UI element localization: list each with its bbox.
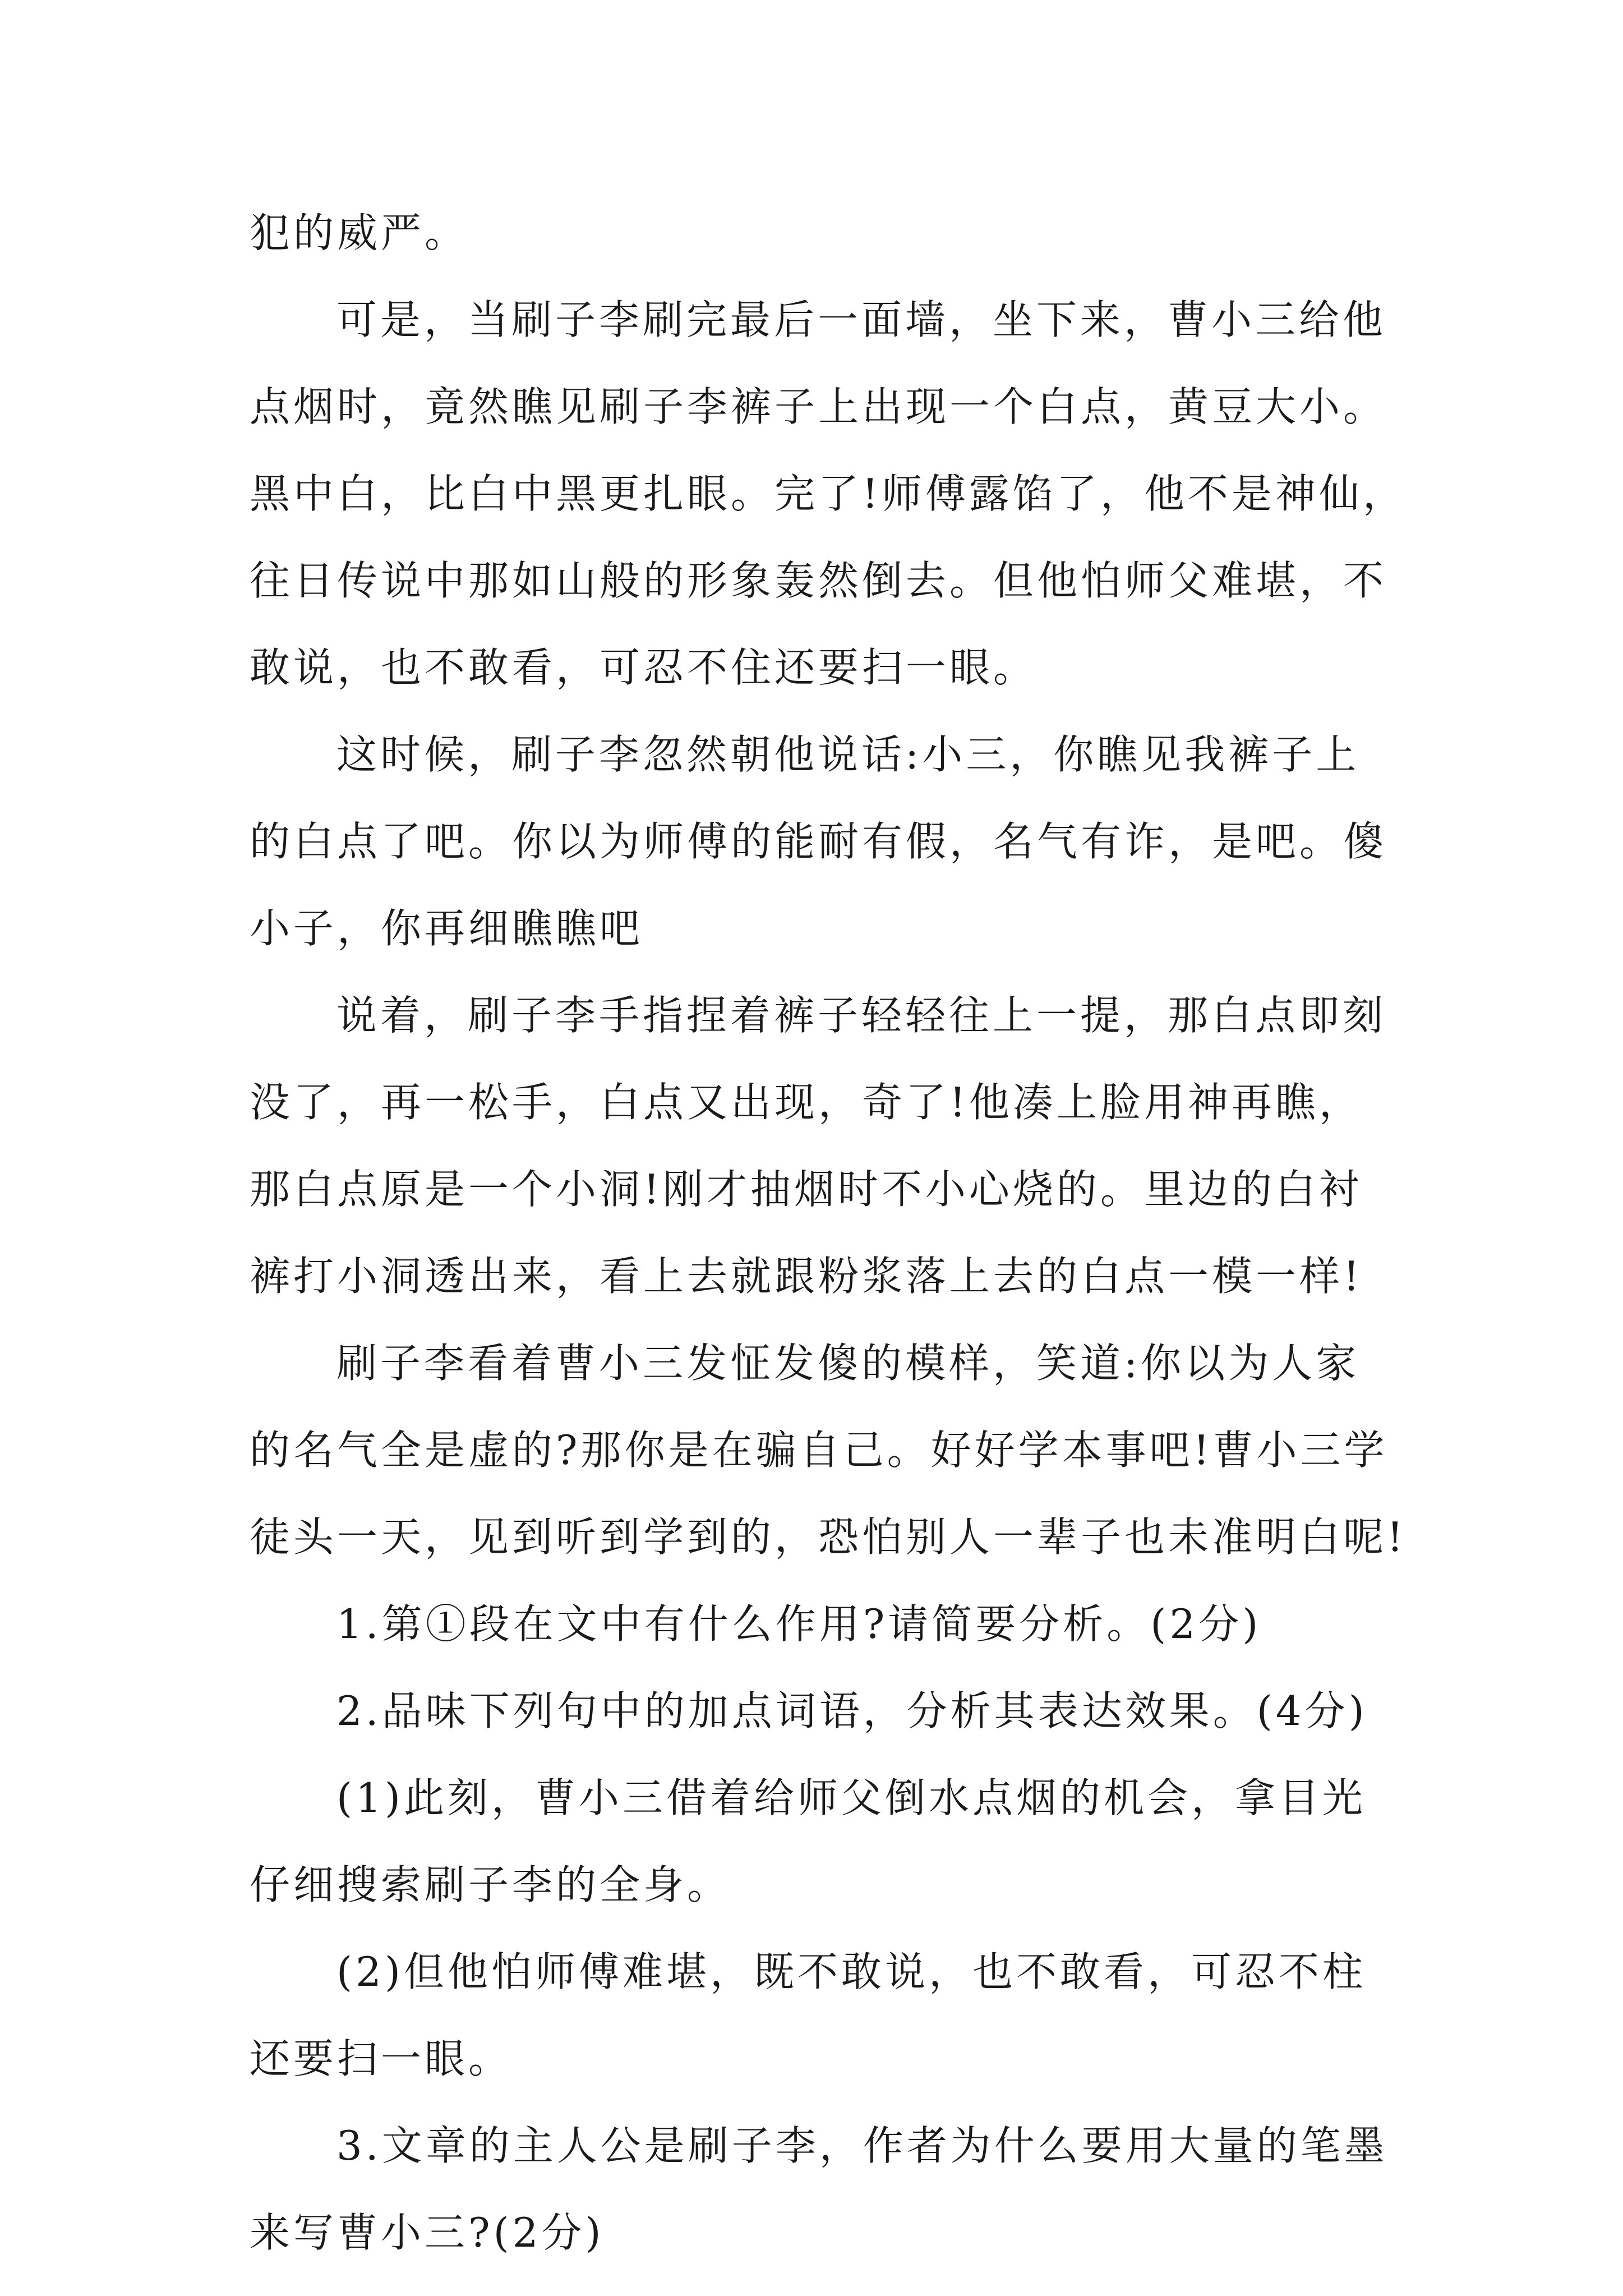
paragraph-line: 点烟时，竟然瞧见刷子李裤子上出现一个白点，黄豆大小。: [250, 383, 1387, 430]
paragraph-line: 没了，再一松手，白点又出现，奇了!他凑上脸用神再瞧，: [250, 1079, 1363, 1126]
paragraph-line: 犯的威严。: [250, 209, 469, 256]
question-2-item-1: (1)此刻，曹小三借着给师父倒水点烟的机会，拿目光: [336, 1774, 1366, 1821]
question-3: 3.文章的主人公是刷子李，作者为什么要用大量的笔墨: [336, 2122, 1388, 2169]
paragraph-line: 可是，当刷子李刷完最后一面墙，坐下来，曹小三给他: [336, 296, 1387, 343]
paragraph-line: 裤打小洞透出来，看上去就跟粉浆落上去的白点一模一样!: [250, 1253, 1363, 1300]
question-1: 1.第①段在文中有什么作用?请简要分析。(2分): [336, 1600, 1262, 1648]
question-2-item-2: (2)但他怕师傅难堪，既不敢说，也不敢看，可忍不柱: [336, 1948, 1366, 1995]
paragraph-line: 黑中白，比白中黑更扎眼。完了!师傅露馅了，他不是神仙，: [250, 470, 1407, 517]
paragraph-line: 那白点原是一个小洞!刚才抽烟时不小心烧的。里边的白衬: [250, 1166, 1363, 1213]
paragraph-line: 往日传说中那如山般的形象轰然倒去。但他怕师父难堪，不: [250, 557, 1387, 604]
paragraph-line: 的名气全是虚的?那你是在骗自己。好好学本事吧!曹小三学: [250, 1427, 1388, 1474]
paragraph-line: 说着，刷子李手指捏着裤子轻轻往上一提，那白点即刻: [336, 992, 1387, 1039]
question-3-cont: 来写曹小三?(2分): [250, 2209, 605, 2256]
paragraph-line: 小子，你再细瞧瞧吧: [250, 905, 644, 952]
paragraph-line: 刷子李看着曹小三发怔发傻的模样，笑道:你以为人家: [336, 1340, 1360, 1387]
question-2: 2.品味下列句中的加点词语，分析其表达效果。(4分): [336, 1687, 1368, 1734]
question-2-item-2-cont: 还要扫一眼。: [250, 2035, 513, 2082]
question-2-item-1-cont: 仔细搜索刷子李的全身。: [250, 1861, 731, 1908]
paragraph-line: 这时候，刷子李忽然朝他说话:小三，你瞧见我裤子上: [336, 731, 1360, 778]
paragraph-line: 徒头一天，见到听到学到的，恐怕别人一辈子也未准明白呢!: [250, 1513, 1407, 1561]
paragraph-line: 的白点了吧。你以为师傅的能耐有假，名气有诈，是吧。傻: [250, 818, 1387, 865]
paragraph-line: 敢说，也不敢看，可忍不住还要扫一眼。: [250, 644, 1038, 691]
